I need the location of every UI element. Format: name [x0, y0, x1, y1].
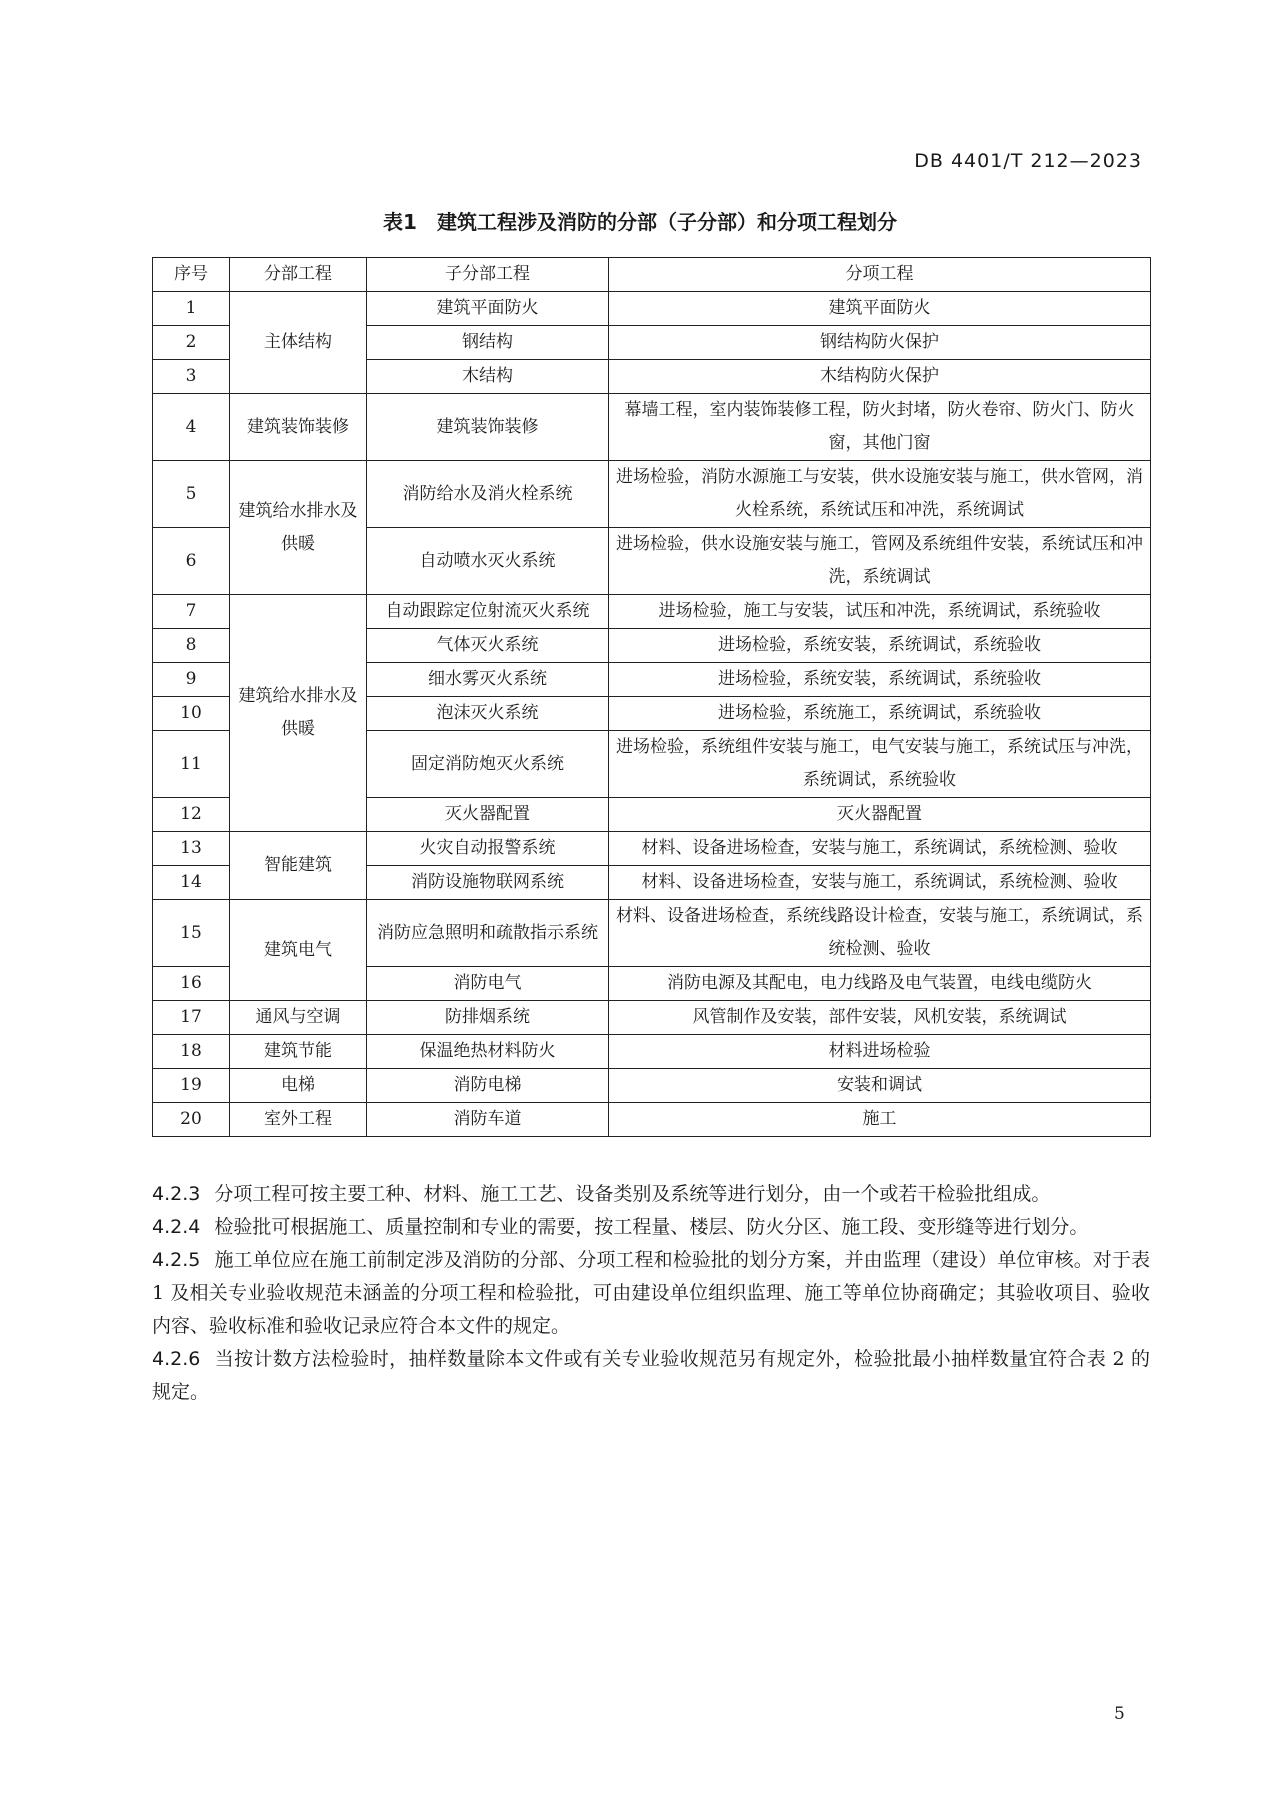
row-no: 19 [153, 1069, 230, 1103]
paragraph-text: 施工单位应在施工前制定涉及消防的分部、分项工程和检验批的划分方案，并由监理（建设）单位审核。对于表 1 及相关专业验收规范未涵盖的分项工程和检验批，可由建设单位组织监理、施工等单位协商确定；其验收项目、验收内容、验收标准和验收记录应符合本文件的规定。 [152, 1249, 1150, 1337]
subdivision-cell: 建筑装饰装修 [367, 394, 609, 461]
items-cell: 材料、设备进场检查，安装与施工，系统调试，系统检测、验收 [609, 866, 1151, 900]
items-cell: 进场检验，供水设施安装与施工，管网及系统组件安装，系统试压和冲洗，系统调试 [609, 528, 1151, 595]
items-cell: 幕墙工程，室内装饰装修工程，防火封堵，防火卷帘、防火门、防火窗，其他门窗 [609, 394, 1151, 461]
table-row [153, 1001, 1151, 1035]
subdivision-cell: 保温绝热材料防火 [367, 1035, 609, 1069]
items-cell: 进场检验，系统安装，系统调试，系统验收 [609, 663, 1151, 697]
items-cell: 进场检验，系统施工，系统调试，系统验收 [609, 697, 1151, 731]
clause-number: 4.2.6 [152, 1348, 201, 1370]
row-no: 3 [153, 360, 230, 394]
subdivision-cell: 自动跟踪定位射流灭火系统 [367, 595, 609, 629]
division-table [152, 257, 1151, 1137]
division-cell: 室外工程 [230, 1103, 367, 1137]
row-no: 11 [153, 731, 230, 798]
table-row [153, 1035, 1151, 1069]
items-cell: 安装和调试 [609, 1069, 1151, 1103]
subdivision-cell: 消防应急照明和疏散指示系统 [367, 900, 609, 967]
items-cell: 材料进场检验 [609, 1035, 1151, 1069]
table-row [153, 832, 1151, 866]
page-number: 5 [1114, 1704, 1125, 1724]
clause-number: 4.2.4 [152, 1216, 201, 1238]
items-cell: 灭火器配置 [609, 798, 1151, 832]
table-row [153, 900, 1151, 967]
row-no: 9 [153, 663, 230, 697]
items-cell: 钢结构防火保护 [609, 326, 1151, 360]
items-cell: 进场检验，系统组件安装与施工，电气安装与施工，系统试压与冲洗，系统调试，系统验收 [609, 731, 1151, 798]
row-no: 1 [153, 292, 230, 326]
table-row [153, 595, 1151, 629]
division-cell: 智能建筑 [230, 832, 367, 900]
items-cell: 进场检验，施工与安装，试压和冲洗，系统调试，系统验收 [609, 595, 1151, 629]
items-cell: 风管制作及安装，部件安装，风机安装，系统调试 [609, 1001, 1151, 1035]
row-no: 20 [153, 1103, 230, 1137]
items-cell: 消防电源及其配电，电力线路及电气装置，电线电缆防火 [609, 967, 1151, 1001]
row-no: 5 [153, 461, 230, 528]
subdivision-cell: 消防给水及消火栓系统 [367, 461, 609, 528]
row-no: 13 [153, 832, 230, 866]
row-no: 6 [153, 528, 230, 595]
items-cell: 材料、设备进场检查，系统线路设计检查，安装与施工，系统调试，系统检测、验收 [609, 900, 1151, 967]
division-cell: 建筑节能 [230, 1035, 367, 1069]
paragraph [152, 1211, 1150, 1244]
division-cell: 建筑装饰装修 [230, 394, 367, 461]
paragraph-text: 当按计数方法检验时，抽样数量除本文件或有关专业验收规范另有规定外，检验批最小抽样数量宜符合表 2 的规定。 [152, 1348, 1150, 1403]
table-header-row [153, 258, 1151, 292]
table-row [153, 292, 1151, 326]
subdivision-cell: 灭火器配置 [367, 798, 609, 832]
body-text [152, 1178, 1150, 1409]
subdivision-cell: 消防电梯 [367, 1069, 609, 1103]
standard-code: DB 4401/T 212—2023 [914, 150, 1142, 172]
division-cell: 电梯 [230, 1069, 367, 1103]
row-no: 14 [153, 866, 230, 900]
col-header-subdivision: 子分部工程 [367, 258, 609, 292]
division-cell: 主体结构 [230, 292, 367, 394]
table-row [153, 394, 1151, 461]
items-cell: 进场检验，系统安装，系统调试，系统验收 [609, 629, 1151, 663]
subdivision-cell: 防排烟系统 [367, 1001, 609, 1035]
division-cell: 建筑给水排水及供暖 [230, 595, 367, 832]
paragraph-text: 检验批可根据施工、质量控制和专业的需要，按工程量、楼层、防火分区、施工段、变形缝等进行划分。 [214, 1216, 1089, 1238]
division-cell: 建筑给水排水及供暖 [230, 461, 367, 595]
subdivision-cell: 气体灭火系统 [367, 629, 609, 663]
division-cell: 建筑电气 [230, 900, 367, 1001]
subdivision-cell: 钢结构 [367, 326, 609, 360]
items-cell: 施工 [609, 1103, 1151, 1137]
subdivision-cell: 细水雾灭火系统 [367, 663, 609, 697]
row-no: 8 [153, 629, 230, 663]
subdivision-cell: 固定消防炮灭火系统 [367, 731, 609, 798]
col-header-items: 分项工程 [609, 258, 1151, 292]
row-no: 10 [153, 697, 230, 731]
row-no: 4 [153, 394, 230, 461]
table-title: 表1 建筑工程涉及消防的分部（子分部）和分项工程划分 [383, 210, 897, 234]
subdivision-cell: 消防设施物联网系统 [367, 866, 609, 900]
col-header-no: 序号 [153, 258, 230, 292]
items-cell: 木结构防火保护 [609, 360, 1151, 394]
paragraph [152, 1343, 1150, 1409]
subdivision-cell: 消防车道 [367, 1103, 609, 1137]
table-row [153, 1069, 1151, 1103]
subdivision-cell: 木结构 [367, 360, 609, 394]
items-cell: 进场检验，消防水源施工与安装，供水设施安装与施工，供水管网，消火栓系统，系统试压和冲洗，系统调试 [609, 461, 1151, 528]
subdivision-cell: 泡沫灭火系统 [367, 697, 609, 731]
row-no: 17 [153, 1001, 230, 1035]
paragraph [152, 1178, 1150, 1211]
items-cell: 建筑平面防火 [609, 292, 1151, 326]
subdivision-cell: 自动喷水灭火系统 [367, 528, 609, 595]
items-cell: 材料、设备进场检查，安装与施工，系统调试，系统检测、验收 [609, 832, 1151, 866]
table-row [153, 461, 1151, 528]
paragraph-text: 分项工程可按主要工种、材料、施工工艺、设备类别及系统等进行划分，由一个或若干检验批组成。 [214, 1183, 1051, 1205]
subdivision-cell: 消防电气 [367, 967, 609, 1001]
row-no: 16 [153, 967, 230, 1001]
row-no: 12 [153, 798, 230, 832]
col-header-division: 分部工程 [230, 258, 367, 292]
subdivision-cell: 火灾自动报警系统 [367, 832, 609, 866]
table-row [153, 1103, 1151, 1137]
subdivision-cell: 建筑平面防火 [367, 292, 609, 326]
row-no: 7 [153, 595, 230, 629]
paragraph [152, 1244, 1150, 1343]
row-no: 15 [153, 900, 230, 967]
clause-number: 4.2.3 [152, 1183, 201, 1205]
clause-number: 4.2.5 [152, 1249, 201, 1271]
division-cell: 通风与空调 [230, 1001, 367, 1035]
row-no: 18 [153, 1035, 230, 1069]
row-no: 2 [153, 326, 230, 360]
